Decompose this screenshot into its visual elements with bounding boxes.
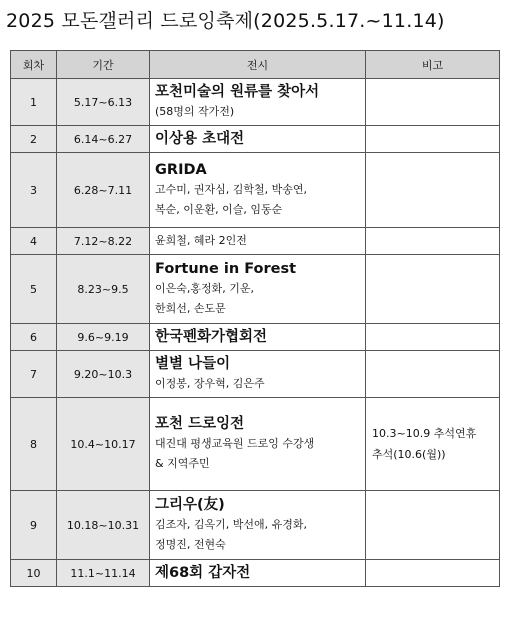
exhibition-artists: 이정봉, 장우혁, 김은주 (155, 377, 265, 390)
round-cell: 7 (11, 351, 57, 398)
exhibition-artists: 복순, 이운환, 이슬, 임동순 (155, 203, 283, 216)
round-cell: 5 (11, 255, 57, 324)
note-cell (366, 255, 500, 324)
period-cell: 5.17~6.13 (57, 79, 150, 126)
exhibition-cell (150, 491, 366, 560)
period-cell: 10.4~10.17 (57, 398, 150, 491)
exhibition-artists: (58명의 작가전) (155, 105, 235, 118)
exhibition-title: 제68회 갑자전 (155, 565, 251, 581)
round-cell: 4 (11, 228, 57, 255)
note-cell (366, 398, 500, 491)
exhibition-cell (150, 126, 366, 153)
note-cell (366, 324, 500, 351)
exhibition-title: 별별 나들이 (155, 356, 231, 372)
note-cell (366, 228, 500, 255)
note-cell (366, 126, 500, 153)
exhibition-title: 그리우(友) (155, 497, 225, 513)
note-cell (366, 560, 500, 587)
exhibition-artists: 정명진, 전현숙 (155, 538, 226, 551)
exhibition-cell (150, 324, 366, 351)
exhibition-cell (150, 153, 366, 228)
exhibition-cell (150, 79, 366, 126)
exhibition-schedule-table (10, 50, 500, 587)
round-cell: 9 (11, 491, 57, 560)
note-cell (366, 491, 500, 560)
note-text: 추석(10.6(월)) (372, 448, 446, 461)
table-row (11, 351, 500, 398)
note-cell (366, 153, 500, 228)
round-cell: 3 (11, 153, 57, 228)
period-cell: 6.14~6.27 (57, 126, 150, 153)
table-row (11, 398, 500, 491)
exhibition-title: 포천미술의 원류를 찾아서 (155, 84, 320, 100)
note-text: 10.3~10.9 추석연휴 (372, 427, 477, 440)
exhibition-title: 포천 드로잉전 (155, 416, 245, 432)
note-cell (366, 79, 500, 126)
round-cell: 2 (11, 126, 57, 153)
table-row (11, 126, 500, 153)
period-cell: 9.6~9.19 (57, 324, 150, 351)
note-cell (366, 351, 500, 398)
period-cell: 10.18~10.31 (57, 491, 150, 560)
header-round: 회차 (11, 51, 57, 79)
exhibition-artists: 대진대 평생교육원 드로잉 수강생 (155, 437, 315, 450)
table-row (11, 153, 500, 228)
header-exhibition: 전시 (150, 51, 366, 79)
period-cell: 6.28~7.11 (57, 153, 150, 228)
round-cell: 1 (11, 79, 57, 126)
exhibition-artists: 한희선, 손도문 (155, 302, 226, 315)
exhibition-cell (150, 255, 366, 324)
exhibition-artists: 윤희철, 혜라 2인전 (155, 234, 247, 247)
round-cell: 6 (11, 324, 57, 351)
table-row (11, 491, 500, 560)
header-row (11, 51, 500, 79)
exhibition-cell (150, 351, 366, 398)
period-cell: 7.12~8.22 (57, 228, 150, 255)
exhibition-cell (150, 398, 366, 491)
page-title: 2025 모돈갤러리 드로잉축제(2025.5.17.~11.14) (6, 10, 445, 32)
exhibition-title: GRIDA (155, 162, 207, 178)
period-cell: 9.20~10.3 (57, 351, 150, 398)
exhibition-artists: 이은숙,홍정화, 기운, (155, 282, 254, 295)
header-period: 기간 (57, 51, 150, 79)
exhibition-artists: & 지역주민 (155, 457, 210, 470)
table-row (11, 228, 500, 255)
exhibition-artists: 김조자, 김옥기, 박선애, 유경화, (155, 518, 307, 531)
table-row (11, 79, 500, 126)
table-row (11, 324, 500, 351)
exhibition-artists: 고수미, 권자심, 김학철, 박송연, (155, 183, 307, 196)
table-row (11, 255, 500, 324)
exhibition-title: 한국펜화가협회전 (155, 329, 268, 345)
period-cell: 8.23~9.5 (57, 255, 150, 324)
header-note: 비고 (366, 51, 500, 79)
round-cell: 10 (11, 560, 57, 587)
round-cell: 8 (11, 398, 57, 491)
exhibition-cell (150, 560, 366, 587)
exhibition-title: 이상용 초대전 (155, 131, 245, 147)
table-row (11, 560, 500, 587)
period-cell: 11.1~11.14 (57, 560, 150, 587)
exhibition-cell (150, 228, 366, 255)
exhibition-title: Fortune in Forest (155, 261, 297, 277)
